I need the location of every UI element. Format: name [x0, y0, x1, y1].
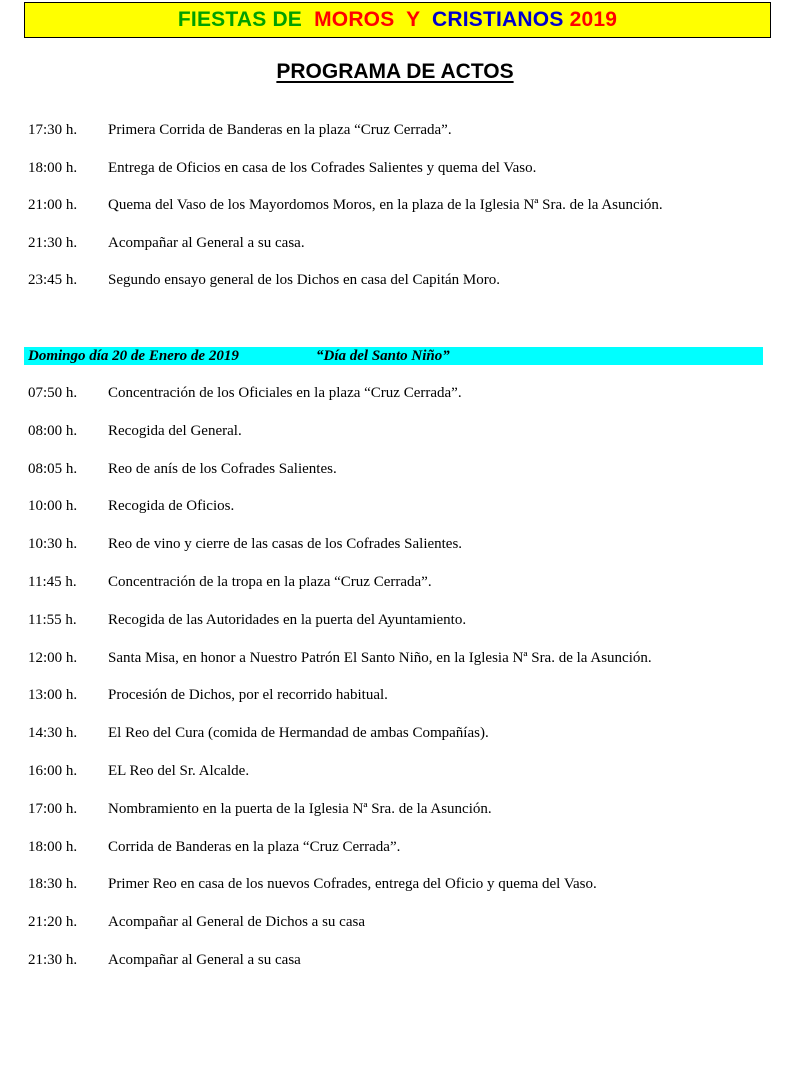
schedule-time: 21:00 h.: [28, 197, 78, 213]
day-date: Domingo día 20 de Enero de 2019: [28, 348, 239, 364]
schedule-description: Entrega de Oficios en casa de los Cofrades Salientes y quema del Vaso.: [108, 159, 537, 176]
schedule-description: Segundo ensayo general de los Dichos en casa del Capitán Moro.: [108, 272, 500, 288]
schedule-description: Procesión de Dichos, por el recorrido habitual.: [108, 687, 388, 704]
schedule-description: Quema del Vaso de los Mayordomos Moros, en la plaza de la Iglesia Nª Sra. de la Asunción.: [108, 197, 663, 213]
schedule-time: 16:00 h.: [28, 763, 78, 779]
schedule-time: 12:00 h.: [28, 649, 78, 666]
schedule-description: Nombramiento en la puerta de la Iglesia Nª Sra. de la Asunción.: [108, 800, 492, 817]
schedule-description: Recogida de Oficios.: [108, 498, 235, 515]
schedule-time: 21:30 h.: [28, 234, 78, 251]
schedule-description: Concentración de los Oficiales en la plaza “Cruz Cerrada”.: [108, 385, 462, 401]
schedule-time: 10:30 h.: [28, 536, 78, 553]
schedule-time: 11:45 h.: [28, 574, 77, 590]
page-title: PROGRAMA DE ACTOS: [276, 60, 514, 83]
schedule-description: Santa Misa, en honor a Nuestro Patrón El Santo Niño, en la Iglesia Nª Sra. de la Asunción.: [108, 649, 652, 666]
day-header-band: [24, 347, 763, 365]
schedule-description: Primera Corrida de Banderas en la plaza “Cruz Cerrada”.: [108, 122, 452, 138]
schedule-time: 17:30 h.: [28, 122, 78, 138]
day-name: “Día del Santo Niño”: [316, 348, 450, 364]
schedule-time: 07:50 h.: [28, 385, 78, 401]
schedule-time: 08:00 h.: [28, 422, 78, 439]
schedule-description: Reo de vino y cierre de las casas de los Cofrades Salientes.: [108, 536, 463, 553]
schedule-time: 13:00 h.: [28, 687, 78, 704]
schedule-time: 18:00 h.: [28, 159, 78, 176]
banner-part-cristianos: CRISTIANOS: [432, 8, 570, 31]
schedule-time: 21:20 h.: [28, 914, 78, 931]
schedule-time: 18:00 h.: [28, 838, 78, 855]
banner-part-moros: MOROS Y: [314, 8, 433, 31]
schedule-time: 10:00 h.: [28, 498, 78, 515]
schedule-time: 23:45 h.: [28, 272, 78, 288]
title-banner: [24, 2, 771, 38]
schedule-description: Acompañar al General a su casa.: [108, 234, 305, 251]
schedule-description: Recogida del General.: [108, 422, 242, 439]
schedule-description: El Reo del Cura (comida de Hermandad de ambas Compañías).: [108, 725, 489, 742]
schedule-description: Reo de anís de los Cofrades Salientes.: [108, 460, 337, 477]
schedule-description: Concentración de la tropa en la plaza “Cruz Cerrada”.: [108, 574, 432, 590]
banner-part-fiestas: FIESTAS DE: [177, 8, 315, 31]
schedule-time: 08:05 h.: [28, 460, 78, 477]
schedule-time: 21:30 h.: [28, 952, 78, 968]
schedule-description: Acompañar al General a su casa: [108, 952, 301, 968]
schedule-time: 17:00 h.: [28, 800, 78, 817]
schedule-description: Corrida de Banderas en la plaza “Cruz Cerrada”.: [108, 838, 401, 855]
schedule-description: EL Reo del Sr. Alcalde.: [108, 763, 250, 779]
schedule-time: 14:30 h.: [28, 725, 78, 742]
schedule-description: Primer Reo en casa de los nuevos Cofrades, entrega del Oficio y quema del Vaso.: [108, 876, 597, 893]
schedule-description: Acompañar al General de Dichos a su casa: [108, 914, 365, 931]
schedule-description: Recogida de las Autoridades en la puerta del Ayuntamiento.: [108, 611, 467, 628]
schedule-time: 11:55 h.: [28, 611, 77, 628]
schedule-time: 18:30 h.: [28, 876, 78, 893]
banner-part-year: 2019: [569, 8, 618, 31]
